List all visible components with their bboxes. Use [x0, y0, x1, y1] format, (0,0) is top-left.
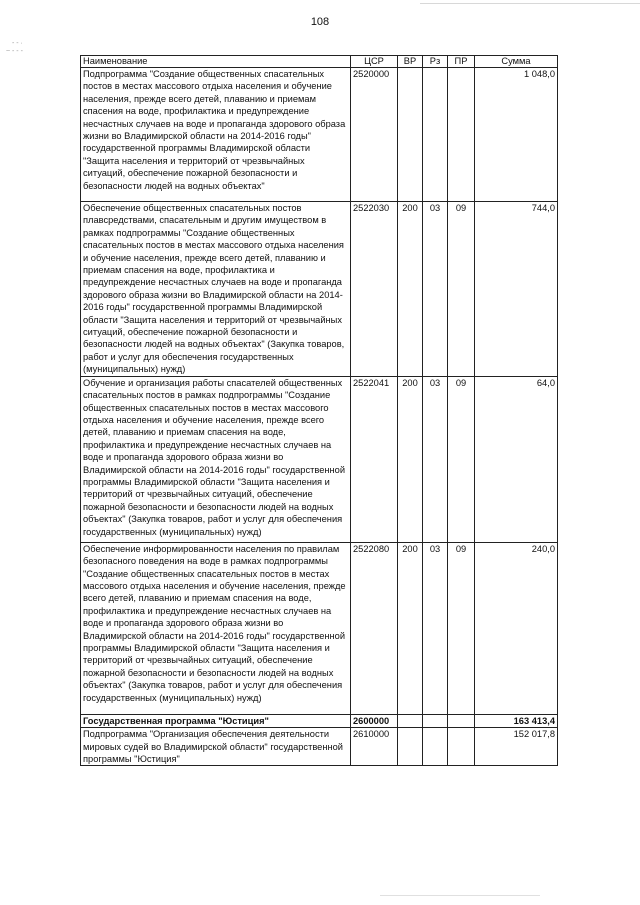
scan-line-top [420, 3, 640, 4]
column-header-rz: Рз [423, 56, 448, 68]
row-csr-cell: 2610000 [351, 728, 398, 766]
column-header-vr: ВР [398, 56, 423, 68]
scan-mark: ~ - - - [6, 48, 23, 55]
row-csr-cell: 2520000 [351, 68, 398, 202]
row-sum-cell: 240,0 [475, 542, 558, 714]
table-row [81, 714, 558, 727]
row-name-cell: Обеспечение общественных спасательных постов плавсредствами, спасательным и другим имуществом в рамках подпрограммы "Создание общественных спасательных постов в местах массового отдыха населения и обучение населения, прежде всего детей, плаванию и приемам спасения на воде, профилактика и предупреждение несчастных случаев на воде и пропаганда здорового образа жизни во Владимирской области на 2014-2016 годы" государственной программы Владимирской области "Защита населения и территорий от чрезвычайных ситуаций, обеспечение пожарной безопасности и безопасности людей на водных объектах" (Закупка товаров, работ и услуг для обеспечения государственных (муниципальных) нужд) [81, 202, 351, 377]
row-csr-cell: 2522080 [351, 542, 398, 714]
scan-mark: - - · [12, 40, 23, 47]
row-pr-cell [448, 728, 475, 766]
row-rz-cell: 03 [423, 542, 448, 714]
row-vr-cell: 200 [398, 542, 423, 714]
row-sum-cell: 152 017,8 [475, 728, 558, 766]
row-rz-cell: 03 [423, 376, 448, 542]
row-pr-cell: 09 [448, 542, 475, 714]
scan-line-bottom [380, 895, 540, 896]
row-name-cell: Обеспечение информированности населения по правилам безопасного поведения на воде в рамках подпрограммы "Создание общественных спасательных постов в местах массового отдыха населения и обучение населения, прежде всего детей, плаванию и приемам спасения на воде, профилактика и предупреждение несчастных случаев на воде и пропаганда здорового образа жизни во Владимирской области на 2014-2016 годы" государственной программы Владимирской области "Защита населения и территорий от чрезвычайных ситуаций, обеспечение пожарной безопасности и безопасности людей на водных объектах" (Закупка товаров, работ и услуг для обеспечения государственных (муниципальных) нужд) [81, 542, 351, 714]
row-sum-cell: 1 048,0 [475, 68, 558, 202]
table-row [81, 202, 558, 377]
column-header-sum: Сумма [475, 56, 558, 68]
row-pr-cell: 09 [448, 376, 475, 542]
table-row [81, 542, 558, 714]
column-header-pr: ПР [448, 56, 475, 68]
row-rz-cell [423, 728, 448, 766]
row-rz-cell [423, 68, 448, 202]
row-name-cell: Обучение и организация работы спасателей общественных спасательных постов в рамках подпрограммы "Создание общественных спасательных постов в местах массового отдыха населения и обучение населения, прежде всего детей, плаванию и приемам спасения на воде, профилактика и предупреждение несчастных случаев на воде и пропаганда здорового образа жизни во Владимирской области на 2014-2016 годы" государственной программы Владимирской области "Защита населения и территорий от чрезвычайных ситуаций, обеспечение пожарной безопасности и безопасности людей на водных объектах" (Закупка товаров, работ и услуг для обеспечения государственных (муниципальных) нужд) [81, 376, 351, 542]
row-vr-cell [398, 714, 423, 727]
page-number: 108 [310, 16, 330, 28]
table-row [81, 728, 558, 766]
row-csr-cell: 2600000 [351, 714, 398, 727]
row-rz-cell [423, 714, 448, 727]
column-header-name: Наименование [81, 56, 351, 68]
row-sum-cell: 64,0 [475, 376, 558, 542]
row-csr-cell: 2522030 [351, 202, 398, 377]
row-vr-cell: 200 [398, 202, 423, 377]
row-name-cell: Подпрограмма "Организация обеспечения деятельности мировых судей во Владимирской области" государственной программы "Юстиция" [81, 728, 351, 766]
row-vr-cell [398, 68, 423, 202]
column-header-csr: ЦСР [351, 56, 398, 68]
row-csr-cell: 2522041 [351, 376, 398, 542]
row-pr-cell [448, 714, 475, 727]
table-row [81, 68, 558, 202]
row-sum-cell: 744,0 [475, 202, 558, 377]
table-header-row [81, 56, 558, 68]
row-vr-cell [398, 728, 423, 766]
row-pr-cell [448, 68, 475, 202]
row-rz-cell: 03 [423, 202, 448, 377]
row-pr-cell: 09 [448, 202, 475, 377]
row-name-cell: Государственная программа "Юстиция" [81, 714, 351, 727]
table-row [81, 376, 558, 542]
row-vr-cell: 200 [398, 376, 423, 542]
row-sum-cell: 163 413,4 [475, 714, 558, 727]
budget-table [80, 55, 558, 766]
row-name-cell: Подпрограмма "Создание общественных спасательных постов в местах массового отдыха населения и обучение населения, прежде всего детей, плаванию и приемам спасения на воде, профилактика и предупреждение несчастных случаев на воде и пропаганда здорового образа жизни во Владимирской области на 2014-2016 годы" государственной программы Владимирской области "Защита населения и территорий от чрезвычайных ситуаций, обеспечение пожарной безопасности и безопасности людей на водных объектах" [81, 68, 351, 202]
